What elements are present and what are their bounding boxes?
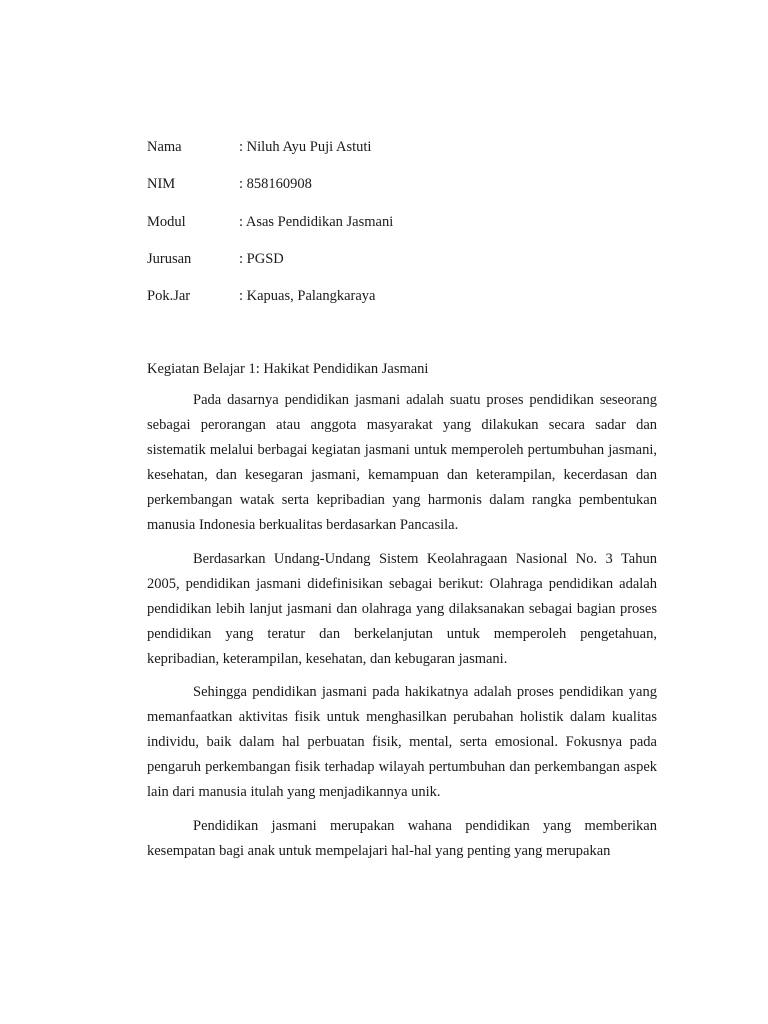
info-row-department — [147, 249, 617, 286]
section-heading: Kegiatan Belajar 1: Hakikat Pendidikan Jasmani — [147, 361, 429, 377]
document-body — [147, 359, 657, 872]
info-value: : PGSD — [239, 250, 284, 267]
info-label: Jurusan — [147, 250, 192, 267]
paragraph: Sehingga pendidikan jasmani pada hakikatnya adalah proses pendidikan yang memanfaatkan aktivitas fisik untuk menghasilkan perubahan holistik dalam kualitas individu, baik dalam hal perbuatan fisik, mental, serta emosional. Fokusnya pada pengaruh perkembangan fisik terhadap wilayah pertumbuhan dan perkembangan aspek lain dari manusia itulah yang menjadikannya unik. — [147, 684, 657, 800]
info-label: Pok.Jar — [147, 288, 191, 305]
info-row-module — [147, 212, 617, 249]
info-row-group — [147, 286, 617, 323]
info-value: : Niluh Ayu Puji Astuti — [239, 139, 372, 155]
info-label: Modul — [147, 213, 186, 230]
paragraph: Pada dasarnya pendidikan jasmani adalah suatu proses pendidikan seseorang sebagai perorangan atau anggota masyarakat yang dilakukan secara sadar dan sistematik melalui berbagai kegiatan jasmani untuk memperoleh pertumbuhan jasmani, kesehatan, dan kesegaran jasmani, kemampuan dan keterampilan, kecerdasan dan perkembangan watak serta kepribadian yang harmonis dalam rangka pembentukan manusia Indonesia berkualitas berdasarkan Pancasila. — [147, 392, 657, 533]
info-row-nim — [147, 174, 617, 211]
info-label: Nama — [147, 139, 182, 155]
info-row-name — [147, 137, 617, 174]
student-info-block — [147, 137, 617, 323]
paragraph: Berdasarkan Undang-Undang Sistem Keolahragaan Nasional No. 3 Tahun 2005, pendidikan jasmani didefinisikan sebagai berikut: Olahraga pendidikan adalah pendidikan lebih lanjut jasmani dan olahraga yang dilaksanakan sebagai bagian proses pendidikan yang teratur dan berkelanjutan untuk memperoleh pengetahuan, kepribadian, keterampilan, kesehatan, dan kebugaran jasmani. — [147, 550, 657, 667]
info-value: : 858160908 — [239, 176, 312, 193]
info-value: : Asas Pendidikan Jasmani — [239, 213, 394, 230]
paragraph: Pendidikan jasmani merupakan wahana pendidikan yang memberikan kesempatan bagi anak untuk mempelajari hal-hal yang penting yang merupakan — [147, 817, 657, 859]
info-label: NIM — [147, 176, 176, 193]
info-value: : Kapuas, Palangkaraya — [239, 288, 376, 305]
